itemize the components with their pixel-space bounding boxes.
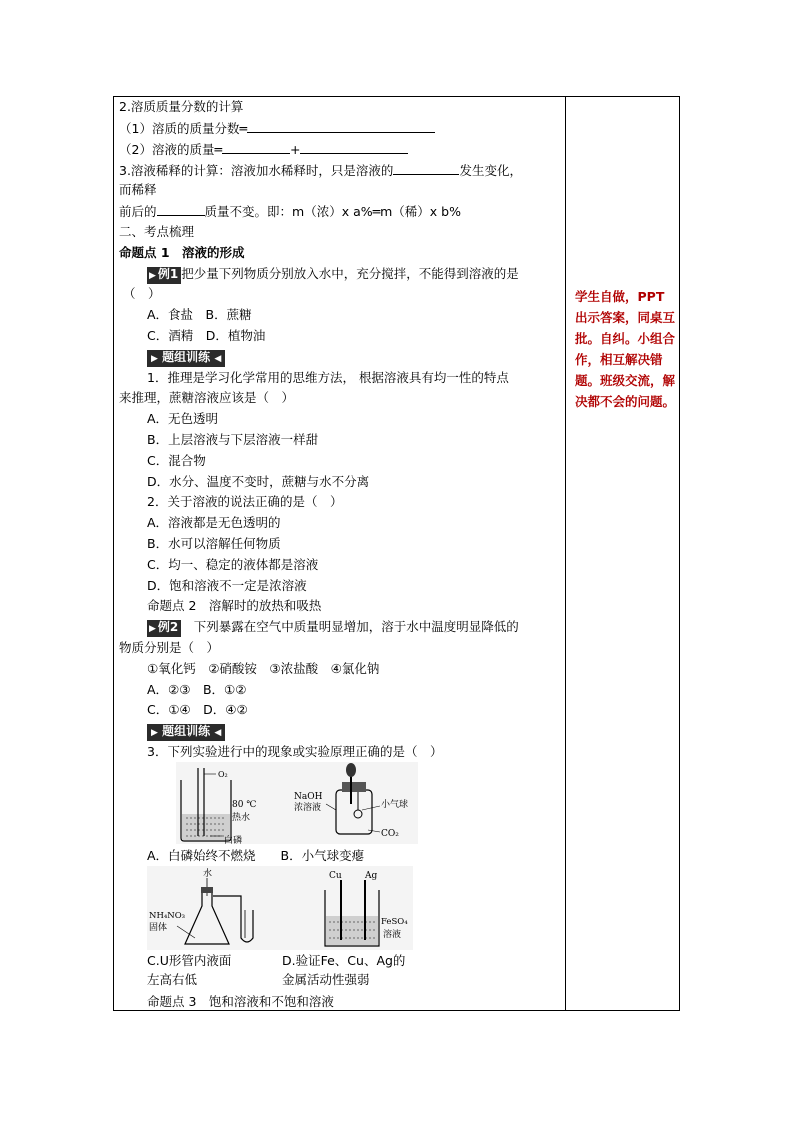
example-tag: ▶ 例2 (147, 620, 181, 637)
triangle-left-icon: ◀ (214, 728, 222, 738)
answer-blank (222, 141, 290, 154)
cu-label: Cu (329, 871, 342, 881)
triangle-left-icon: ◀ (214, 354, 222, 364)
option-line: C．酒精 D．植物油 (147, 328, 266, 343)
nh4no3-label: NH₄NO₃ (149, 911, 186, 921)
dropper-bulb (346, 763, 356, 777)
option-line: C．混合物 (147, 453, 206, 468)
answer-blank (300, 141, 408, 154)
naoh-label-2: 浓溶液 (294, 803, 322, 813)
answer-blank (393, 162, 459, 175)
option-line: C.U形管内液面 (147, 953, 232, 968)
solid-label: 固体 (149, 923, 168, 933)
triangle-icon: ▶ (149, 624, 156, 634)
ag-label: Ag (365, 871, 378, 881)
question-1: 1．推理是学习化学常用的思维方法， 根据溶液具有均一性的特点 (147, 370, 509, 385)
water-label: 水 (203, 869, 213, 879)
figure-cd (147, 866, 413, 950)
answer-blank (247, 120, 435, 133)
option-line: A．食盐 B．蔗糖 (147, 307, 252, 322)
option-line: B．水可以溶解任何物质 (147, 536, 281, 551)
training-heading (147, 723, 225, 741)
option-line: D.验证Fe、Cu、Ag的 (282, 953, 406, 968)
option-line: B．上层溶液与下层溶液一样甜 (147, 432, 319, 447)
topic-heading: 命题点 3 饱和溶液和不饱和溶液 (147, 994, 334, 1009)
example-2: ▶ 例2 下列暴露在空气中质量明显增加，溶于水中温度明显降低的 (147, 619, 519, 637)
co2-label: CO₂ (381, 829, 399, 839)
training-tag: ▶ 题组训练 ◀ (147, 350, 225, 367)
teaching-note: 学生自做，PPT出示答案，同桌互批。自纠。小组合作，相互解决错题。班级交流，解决都不会的问题。 (575, 289, 676, 409)
feso4-fill (326, 916, 378, 945)
question-3: 3．下列实验进行中的现象或实验原理正确的是（ ） (147, 744, 443, 759)
column-divider (565, 96, 566, 1011)
option-line: 金属活动性强弱 (282, 972, 370, 987)
question-2: 2．关于溶液的说法正确的是（ ） (147, 494, 343, 509)
option-line: A．白磷始终不燃烧 B．小气球变瘪 (147, 848, 365, 863)
option-line: D．饱和溶液不一定是浓溶液 (147, 578, 307, 593)
solution-label: 溶液 (383, 930, 402, 940)
option-line: 左高右低 (147, 972, 198, 987)
text-line: （2）溶液的质量═ + (119, 141, 408, 158)
option-line: D．水分、温度不变时，蔗糖与水不分离 (147, 474, 370, 489)
naoh-label: NaOH (294, 792, 323, 802)
triangle-icon: ▶ (151, 728, 158, 738)
example-tag: ▶ 例1 (147, 267, 181, 284)
balloon-label: 小气球 (381, 800, 409, 810)
text-line: （1）溶质的质量分数═ (119, 120, 435, 137)
text-line: （ ） (123, 286, 161, 301)
feso4-label: FeSO₄ (381, 917, 408, 927)
section-heading: 二、考点梳理 (119, 224, 195, 239)
topic-heading: 命题点 1 溶液的形成 (119, 245, 245, 260)
text-line: 来推理，蔗糖溶液应该是（ ） (119, 390, 295, 405)
option-line: C．均一、稳定的液体都是溶液 (147, 557, 319, 572)
figure-ab (176, 762, 418, 844)
option-line: A．②③ B．①② (147, 682, 247, 697)
triangle-icon: ▶ (149, 271, 156, 281)
text-line: 而稀释 (119, 182, 157, 197)
text-line: 前后的 质量不变。即：m（浓）x a%═m（稀）x b% (119, 204, 461, 219)
stopper (342, 782, 366, 792)
training-tag: ▶ 题组训练 ◀ (147, 724, 225, 741)
o2-label: O₂ (218, 770, 228, 779)
option-line: ①氧化钙 ②硝酸铵 ③浓盐酸 ④氯化钠 (147, 661, 380, 676)
white-p-label: 白磷 (224, 836, 243, 844)
option-line: C．①④ D．④② (147, 702, 248, 717)
topic-heading: 命题点 2 溶解时的放热和吸热 (147, 598, 322, 613)
training-heading (147, 349, 225, 367)
option-line: A．溶液都是无色透明的 (147, 515, 281, 530)
triangle-icon: ▶ (151, 354, 158, 364)
hot-water-label: 热水 (232, 813, 251, 823)
example-1: ▶ 例1 把少量下列物质分别放入水中，充分搅拌，不能得到溶液的是 (147, 266, 519, 284)
answer-blank (157, 203, 205, 216)
text-line: 2.溶质质量分数的计算 (119, 99, 244, 114)
text-line: 物质分别是（ ） (119, 640, 220, 655)
text-line: 3.溶液稀释的计算：溶液加水稀释时，只是溶液的 发生变化， (119, 163, 522, 178)
temp-label: 80 ℃ (232, 800, 257, 810)
option-line: A．无色透明 (147, 411, 219, 426)
